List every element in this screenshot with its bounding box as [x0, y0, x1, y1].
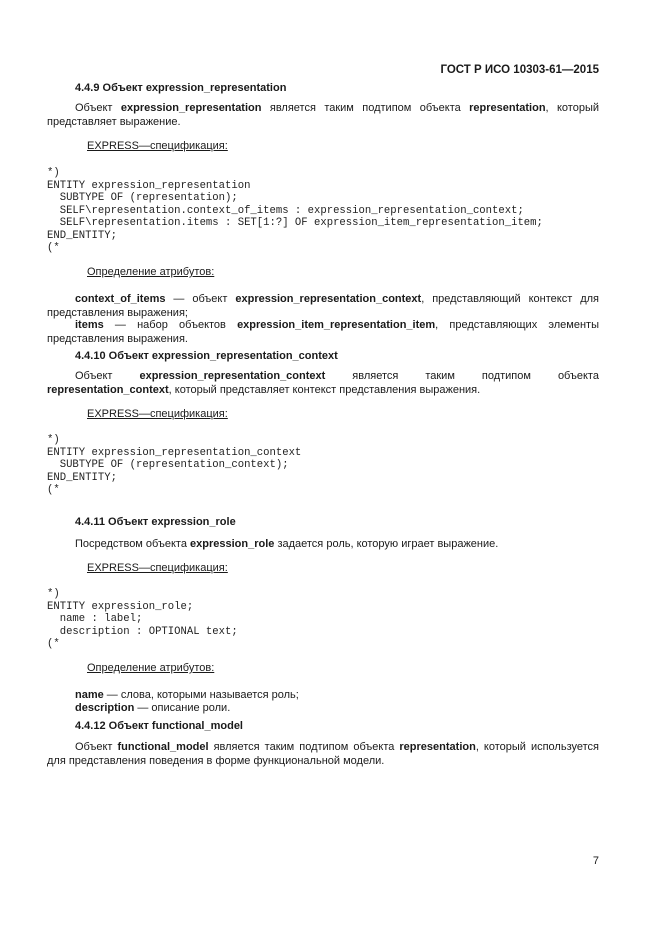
- paragraph-4-4-10: [47, 369, 599, 397]
- section-title-4-4-11: 4.4.11 Объект expression_role: [75, 516, 236, 528]
- word: подтипом: [481, 370, 531, 382]
- attribute-name: context_of_items: [75, 293, 166, 305]
- entity-ref: expression_representation_context: [235, 293, 422, 305]
- page-number: 7: [592, 855, 599, 867]
- word: таким: [425, 370, 455, 382]
- express-code-block: *) ENTITY expression_representation_context SUBTYPE OF (representation_context); END_ENTITY; (*: [47, 434, 302, 496]
- word: Объект: [75, 370, 113, 382]
- text: , представляющий контекст для представления выражения;: [47, 293, 599, 319]
- text: , который представляет выражение.: [47, 102, 600, 128]
- express-spec-label: EXPRESS—спецификация:: [87, 140, 228, 152]
- text: Объект: [75, 741, 118, 753]
- text: Посредством объекта: [75, 538, 191, 550]
- text: задается роль, которую играет выражение.: [274, 538, 499, 550]
- text: , который представляет контекст представления выражения.: [168, 384, 481, 396]
- express-code-block: *) ENTITY expression_representation SUBTYPE OF (representation); SELF\representation.context_of_items : expression_representation_context; SELF\representation.items : SET[1:?] OF expression_item_representation_item; END_ENTITY; (*: [47, 167, 543, 254]
- section-title-4-4-9: 4.4.9 Объект expression_representation: [75, 82, 287, 94]
- word: является: [352, 370, 399, 382]
- attribute-name: description: [75, 702, 135, 714]
- attributes-label: Определение атрибутов:: [87, 662, 215, 674]
- express-code-block: *) ENTITY expression_role; name : label; description : OPTIONAL text; (*: [47, 588, 238, 650]
- attribute-definition: [47, 292, 599, 320]
- entity-ref: expression_representation_context: [139, 370, 326, 382]
- attributes-label: Определение атрибутов:: [87, 266, 215, 278]
- document-header: ГОСТ Р ИСО 10303-61—2015: [440, 64, 599, 76]
- entity-ref: representation: [469, 102, 546, 114]
- attribute-definition: [47, 688, 599, 702]
- entity-ref: functional_model: [117, 741, 209, 753]
- attribute-definition: [47, 318, 599, 346]
- text: является таким подтипом объекта: [208, 741, 400, 753]
- text: , представляющих элементы представления выражения.: [47, 319, 599, 345]
- express-spec-label: EXPRESS—спецификация:: [87, 408, 228, 420]
- text: Объект: [75, 102, 121, 114]
- text: — слова, которыми называется роль;: [103, 689, 299, 701]
- paragraph-4-4-11: [47, 537, 599, 551]
- entity-ref: representation_context: [47, 384, 169, 396]
- text: является таким подтипом объекта: [261, 102, 470, 114]
- attribute-name: name: [75, 689, 104, 701]
- entity-ref: expression_item_representation_item: [237, 319, 436, 331]
- text: , который используется для представления поведения в форме функциональной модели.: [47, 741, 600, 767]
- text: — набор объектов: [103, 319, 238, 331]
- attribute-name: items: [75, 319, 104, 331]
- section-title-4-4-10: 4.4.10 Объект expression_representation_context: [75, 350, 338, 362]
- attribute-definition: [47, 701, 599, 715]
- word: объекта: [557, 370, 599, 382]
- express-spec-label: EXPRESS—спецификация:: [87, 562, 228, 574]
- paragraph-4-4-12: [47, 740, 599, 768]
- entity-ref: expression_representation: [120, 102, 262, 114]
- entity-ref: expression_role: [190, 538, 275, 550]
- text: — описание роли.: [134, 702, 231, 714]
- text: — объект: [165, 293, 236, 305]
- entity-ref: representation: [399, 741, 476, 753]
- section-title-4-4-12: 4.4.12 Объект functional_model: [75, 720, 243, 732]
- paragraph-4-4-9: [47, 101, 599, 129]
